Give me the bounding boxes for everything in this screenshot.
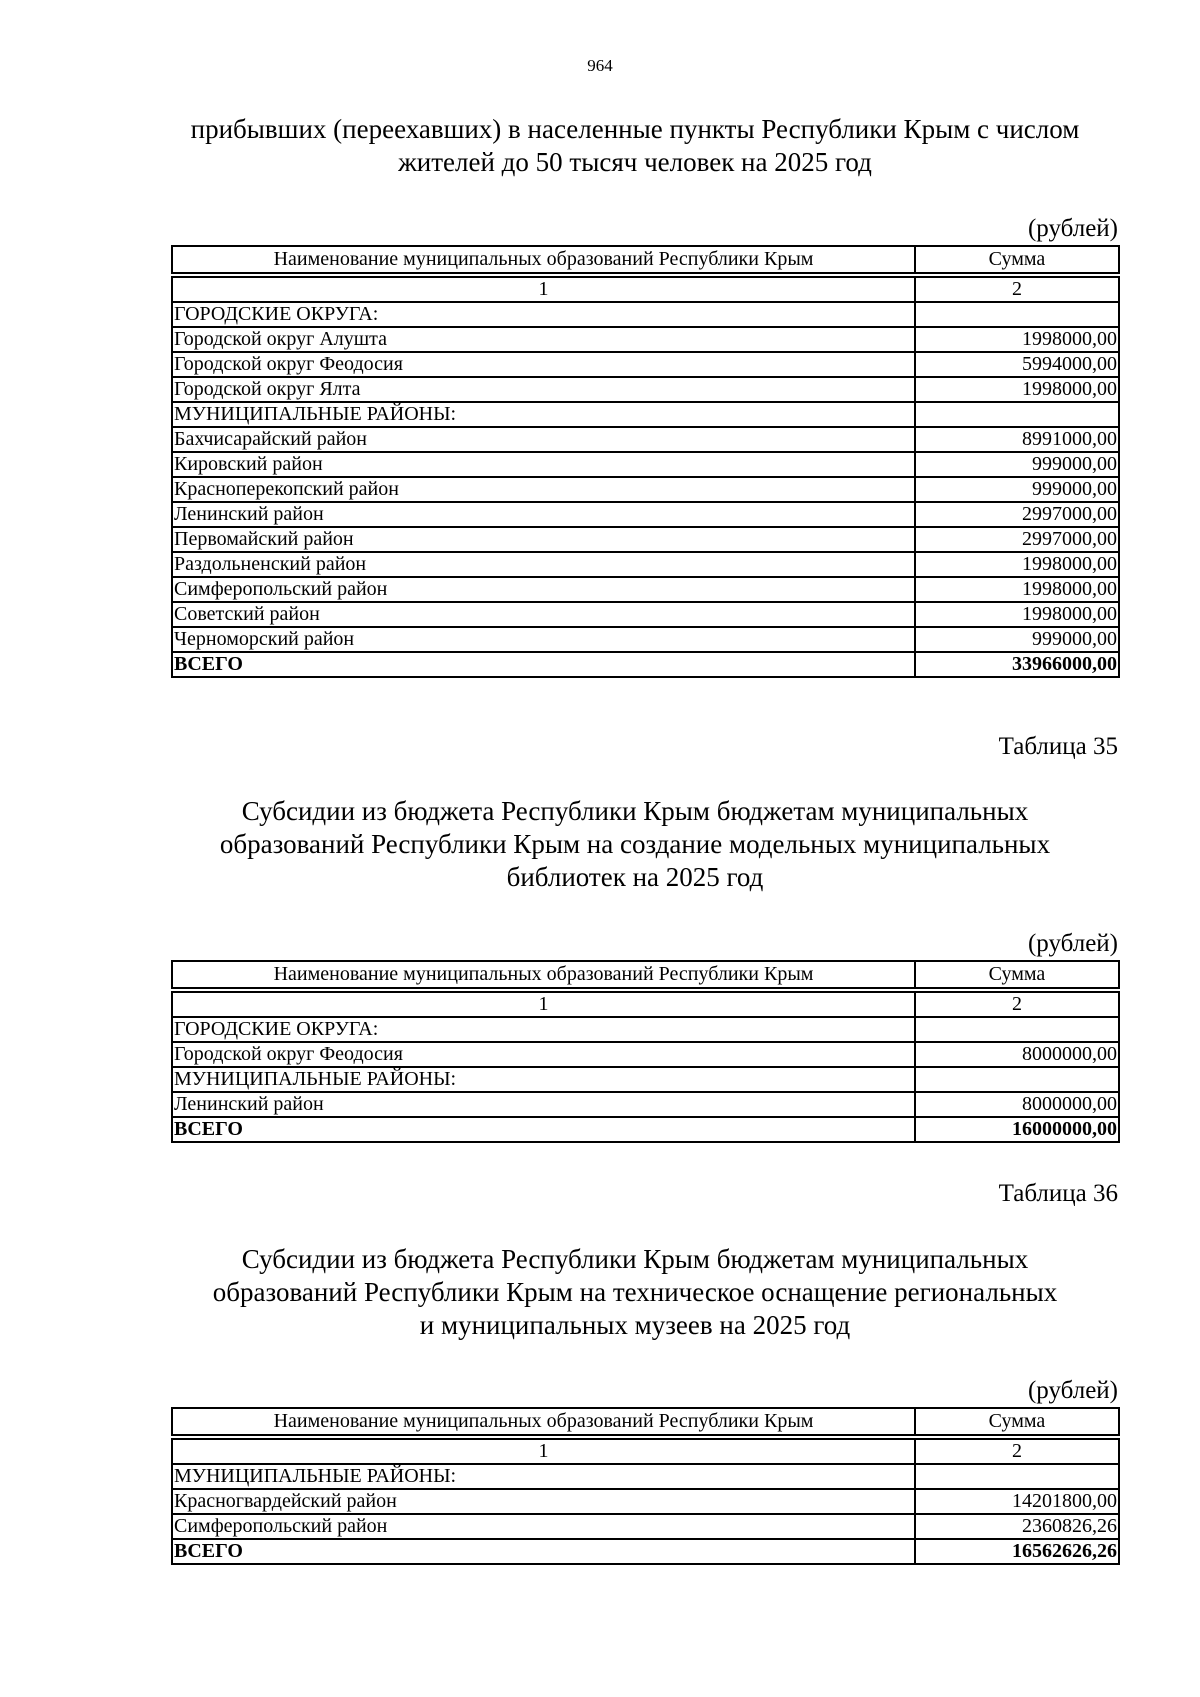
total-row <box>172 652 1119 677</box>
column-number: 2 <box>915 1439 1119 1464</box>
table-row <box>172 302 1119 327</box>
row-amount: 1998000,00 <box>915 552 1119 577</box>
table-row <box>172 1514 1119 1539</box>
section2-title-line: образований Республики Крым на создание модельных муниципальных <box>219 829 1051 859</box>
column-number-row <box>172 1439 1119 1464</box>
section2-table-label: Таблица 35 <box>998 733 1118 760</box>
section2-title <box>150 795 1120 894</box>
row-name: Городской округ Ялта <box>172 377 915 402</box>
header-amount: Сумма <box>915 1408 1119 1435</box>
section3-table <box>171 1407 1120 1565</box>
section1-table <box>171 245 1120 678</box>
section3-title-line: и муниципальных музеев на 2025 год <box>419 1310 851 1340</box>
row-amount: 1998000,00 <box>915 577 1119 602</box>
total-row <box>172 1539 1119 1564</box>
table-body <box>172 246 1119 677</box>
row-name: МУНИЦИПАЛЬНЫЕ РАЙОНЫ: <box>172 402 915 427</box>
header-name: Наименование муниципальных образований Республики Крым <box>172 1408 915 1435</box>
row-amount: 1998000,00 <box>915 377 1119 402</box>
row-amount: 2997000,00 <box>915 502 1119 527</box>
section2-unit: (рублей) <box>1027 930 1118 957</box>
row-name: Городской округ Феодосия <box>172 352 915 377</box>
table-row <box>172 1042 1119 1067</box>
row-name: ВСЕГО <box>172 1539 915 1564</box>
page-number: 964 <box>587 56 613 75</box>
section3-title-line: образований Республики Крым на техническое оснащение региональных <box>212 1277 1058 1307</box>
header-amount: Сумма <box>915 246 1119 273</box>
table-header-row <box>172 961 1119 988</box>
section2-title-line: Субсидии из бюджета Республики Крым бюджетам муниципальных <box>241 796 1029 826</box>
section3-title <box>150 1243 1120 1342</box>
row-name: Кировский район <box>172 452 915 477</box>
row-amount: 2997000,00 <box>915 527 1119 552</box>
section3-table-label: Таблица 36 <box>998 1180 1118 1207</box>
row-name: Симферопольский район <box>172 1514 915 1539</box>
table-row <box>172 602 1119 627</box>
row-amount: 14201800,00 <box>915 1489 1119 1514</box>
section1-unit: (рублей) <box>1027 215 1118 242</box>
row-name: Городской округ Алушта <box>172 327 915 352</box>
row-amount: 2360826,26 <box>915 1514 1119 1539</box>
row-name: Ленинский район <box>172 1092 915 1117</box>
row-name: Ленинский район <box>172 502 915 527</box>
row-amount <box>915 1464 1119 1489</box>
row-name: ВСЕГО <box>172 1117 915 1142</box>
row-name: Красногвардейский район <box>172 1489 915 1514</box>
row-amount: 999000,00 <box>915 627 1119 652</box>
row-amount: 1998000,00 <box>915 327 1119 352</box>
table-row <box>172 1464 1119 1489</box>
section1-title-line: прибывших (переехавших) в населенные пункты Республики Крым с числом <box>190 114 1080 144</box>
row-amount: 8991000,00 <box>915 427 1119 452</box>
table-row <box>172 1067 1119 1092</box>
row-name: Бахчисарайский район <box>172 427 915 452</box>
column-number-row <box>172 992 1119 1017</box>
table-header-row <box>172 1408 1119 1435</box>
section2-title-line: библиотек на 2025 год <box>506 862 764 892</box>
row-amount <box>915 1067 1119 1092</box>
table-row <box>172 502 1119 527</box>
table-row <box>172 1489 1119 1514</box>
row-name: Раздольненский район <box>172 552 915 577</box>
table-body <box>172 1408 1119 1564</box>
section1-title-line: жителей до 50 тысяч человек на 2025 год <box>398 147 872 177</box>
column-number: 1 <box>172 1439 915 1464</box>
row-amount <box>915 302 1119 327</box>
row-amount: 8000000,00 <box>915 1092 1119 1117</box>
header-amount: Сумма <box>915 961 1119 988</box>
column-number-row <box>172 277 1119 302</box>
header-name: Наименование муниципальных образований Республики Крым <box>172 246 915 273</box>
row-amount: 999000,00 <box>915 452 1119 477</box>
row-amount: 16562626,26 <box>915 1539 1119 1564</box>
row-name: МУНИЦИПАЛЬНЫЕ РАЙОНЫ: <box>172 1464 915 1489</box>
row-amount <box>915 1017 1119 1042</box>
column-number: 1 <box>172 992 915 1017</box>
table-row <box>172 527 1119 552</box>
row-name: Красноперекопский район <box>172 477 915 502</box>
row-amount: 1998000,00 <box>915 602 1119 627</box>
row-name: Симферопольский район <box>172 577 915 602</box>
column-number: 1 <box>172 277 915 302</box>
table-row <box>172 577 1119 602</box>
column-number: 2 <box>915 277 1119 302</box>
table-row <box>172 552 1119 577</box>
table-body <box>172 961 1119 1142</box>
row-amount: 8000000,00 <box>915 1042 1119 1067</box>
row-name: Черноморский район <box>172 627 915 652</box>
section3-unit: (рублей) <box>1027 1377 1118 1404</box>
total-row <box>172 1117 1119 1142</box>
table-row <box>172 1017 1119 1042</box>
table-row <box>172 427 1119 452</box>
row-amount: 999000,00 <box>915 477 1119 502</box>
section3-title-line: Субсидии из бюджета Республики Крым бюджетам муниципальных <box>241 1244 1029 1274</box>
header-name: Наименование муниципальных образований Республики Крым <box>172 961 915 988</box>
row-amount <box>915 402 1119 427</box>
row-name: ВСЕГО <box>172 652 915 677</box>
row-amount: 33966000,00 <box>915 652 1119 677</box>
row-name: Первомайский район <box>172 527 915 552</box>
table-row <box>172 352 1119 377</box>
table-header-row <box>172 246 1119 273</box>
row-name: Городской округ Феодосия <box>172 1042 915 1067</box>
row-amount: 5994000,00 <box>915 352 1119 377</box>
table-row <box>172 452 1119 477</box>
table-row <box>172 402 1119 427</box>
section1-title <box>150 113 1120 179</box>
table-row <box>172 327 1119 352</box>
table-row <box>172 1092 1119 1117</box>
column-number: 2 <box>915 992 1119 1017</box>
row-name: ГОРОДСКИЕ ОКРУГА: <box>172 1017 915 1042</box>
row-name: Советский район <box>172 602 915 627</box>
row-amount: 16000000,00 <box>915 1117 1119 1142</box>
row-name: МУНИЦИПАЛЬНЫЕ РАЙОНЫ: <box>172 1067 915 1092</box>
table-row <box>172 377 1119 402</box>
table-row <box>172 627 1119 652</box>
row-name: ГОРОДСКИЕ ОКРУГА: <box>172 302 915 327</box>
section2-table <box>171 960 1120 1143</box>
table-row <box>172 477 1119 502</box>
